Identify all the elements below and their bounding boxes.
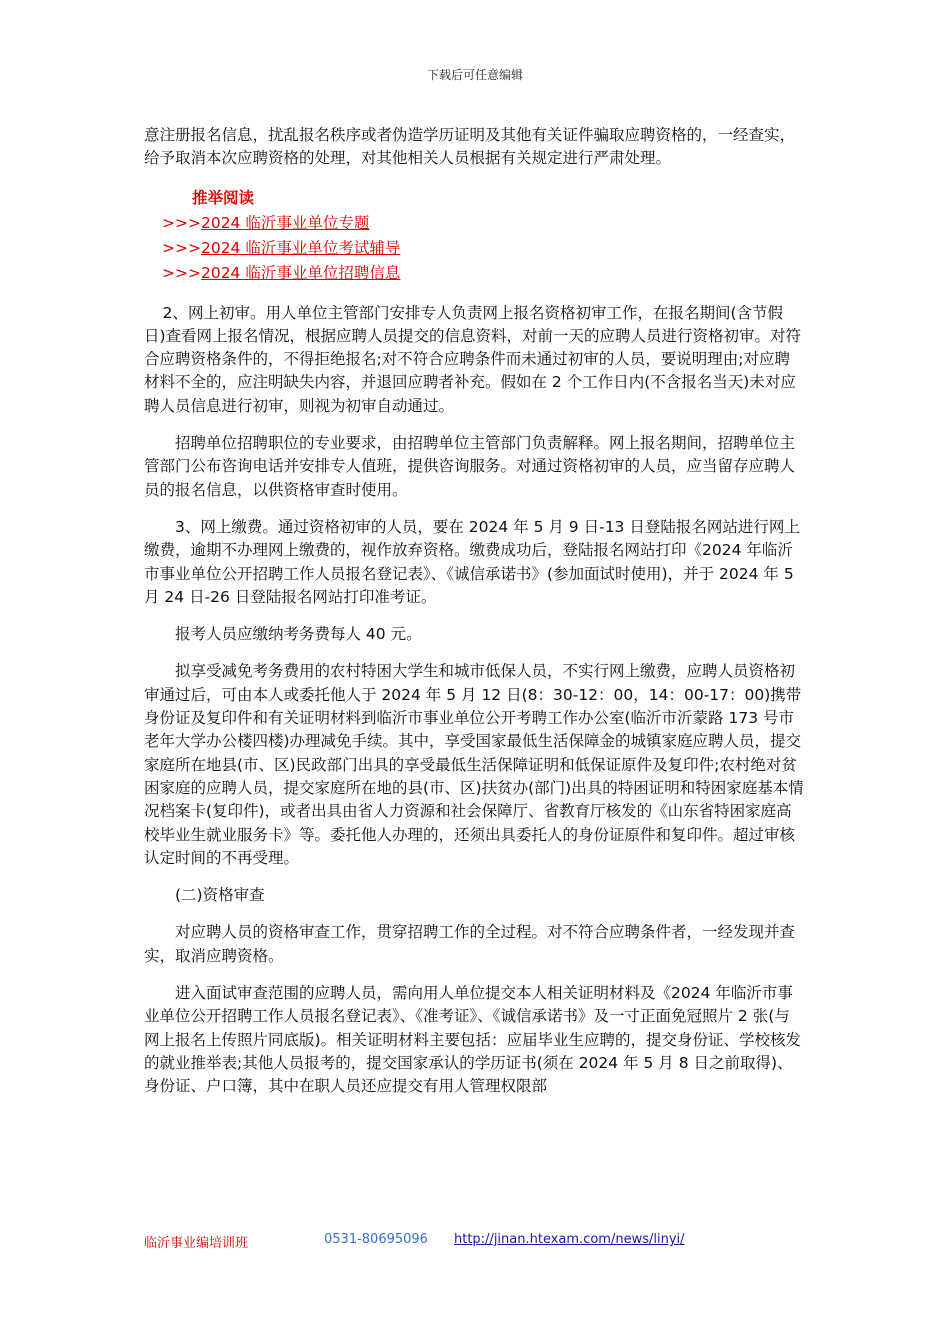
arrow-marker: >>> [162,263,201,282]
link-linyi-topic[interactable]: 2024 临沂事业单位专题 [200,213,370,232]
paragraph-exam-fee: 报考人员应缴纳考务费每人 40 元。 [175,625,422,644]
paragraph-online-payment: 3、网上缴费。通过资格初审的人员，要在 2024 年 5 月 9 日-13 日登陆报名网站进行网上缴费，逾期不办理网上缴费的，视作放弃资格。缴费成功后，登陆报名网站打印《2024 年临沂市事业单位公开招聘工作人员报名登记表》、《诚信承诺书》(参加面试时使用)，并于 2024 年 5 月 24 日-26 日登陆报名网站打印准考证。 [144,517,800,606]
recommended-item [162,261,804,286]
link-linyi-recruitment-info[interactable]: 2024 临沂事业单位招聘信息 [200,263,401,282]
paragraph-continuation: 意注册报名信息，扰乱报名秩序或者伪造学历证明及其他有关证件骗取应聘资格的，一经查实，给予取消本次应聘资格的处理，对其他相关人员根据有关规定进行严肃处理。 [144,126,796,168]
recommended-reading [162,185,804,286]
arrow-marker: >>> [162,238,201,257]
recommended-item [162,211,804,236]
recommended-reading-title: 推举阅读 [192,188,255,207]
footer-phone: 0531-80695096 [324,1232,428,1247]
page-footer [0,1232,950,1252]
footer-org: 临沂事业编培训班 [144,1236,249,1251]
paragraph-major-requirements: 招聘单位招聘职位的专业要求，由招聘单位主管部门负责解释。网上报名期间，招聘单位主管部门公布咨询电话并安排专人值班，提供咨询服务。对通过资格初审的人员，应当留存应聘人员的报名信息，以供资格审查时使用。 [144,434,796,499]
paragraph-interview-materials: 进入面试审查范围的应聘人员，需向用人单位提交本人相关证明材料及《2024 年临沂市事业单位公开招聘工作人员报名登记表》、《准考证》、《诚信承诺书》及一寸正面免冠照片 2 张(与网上报名上传照片同底版)。相关证明材料主要包括：应届毕业生应聘的，提交身份证、学校核发的就业推举表;其他人员报考的，提交国家承认的学历证书(须在 2024 年 5 月 8 日之前取得)、身份证、户口簿，其中在职人员还应提交有用人管理权限部 [144,984,802,1096]
paragraph-qualification-review: 对应聘人员的资格审查工作，贯穿招聘工作的全过程。对不符合应聘条件者，一经发现并查实，取消应聘资格。 [144,923,796,965]
paragraph-fee-waiver: 拟享受减免考务费用的农村特困大学生和城市低保人员，不实行网上缴费，应聘人员资格初审通过后，可由本人或委托他人于 2024 年 5 月 12 日(8：30-12：00，14：00-17：00)携带身份证及复印件和有关证明材料到临沂市事业单位公开考聘工作办公室(临沂市沂蒙路 173 号市老年大学办公楼四楼)办理减免手续。其中，享受国家最低生活保障金的城镇家庭应聘人员，提交家庭所在地县(市、区)民政部门出具的享受最低生活保障证明和低保证原件及复印件;农村绝对贫困家庭的应聘人员，提交家庭所在地的县(市、区)扶贫办(部门)出具的特困证明和特困家庭基本情况档案卡(复印件)，或者出具由省人力资源和社会保障厅、省教育厅核发的《山东省特困家庭高校毕业生就业服务卡》等。委托他人办理的，还须出具委托人的身份证原件和复印件。超过审核认定时间的不再受理。 [144,662,804,867]
link-linyi-exam-tutoring[interactable]: 2024 临沂事业单位考试辅导 [200,238,401,257]
footer-url-link[interactable]: http://jinan.htexam.com/news/linyi/ [454,1232,685,1247]
recommended-item [162,236,804,261]
paragraph-online-review: 2、网上初审。用人单位主管部门安排专人负责网上报名资格初审工作，在报名期间(含节假日)查看网上报名情况，根据应聘人员提交的信息资料，对前一天的应聘人员进行资格初审。对符合应聘资格条件的，不得拒绝报名;对不符合应聘条件而未通过初审的人员，要说明理由;对应聘材料不全的，应注明缺失内容，并退回应聘者补充。假如在 2 个工作日内(不含报名当天)未对应聘人员信息进行初审，则视为初审自动通过。 [144,303,802,415]
document-body [144,124,804,1113]
section-heading-qualification: (二)资格审查 [175,886,265,905]
arrow-marker: >>> [162,213,201,232]
page-header: 下载后可任意编辑 [426,68,523,82]
